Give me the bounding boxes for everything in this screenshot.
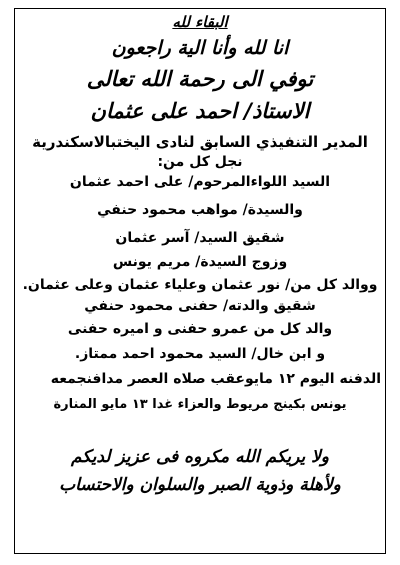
relative-line: شقيق السيد/ آسر عثمان <box>115 230 285 246</box>
relative-line: والسيدة/ مواهب محمود حنفي <box>97 202 303 218</box>
passed-away-line: توفي الى رحمة الله تعالى <box>86 67 314 91</box>
obituary-frame <box>14 8 386 554</box>
condolences-line: يونس بكينج مريوط والعزاء غدا ١٣ مايو المنارة <box>53 397 347 412</box>
relative-line: وزوج السيدة/ مريم يونس <box>112 254 288 270</box>
relative-line: والد كل من عمرو حفنى و اميره حفنى <box>67 321 333 337</box>
survived-by-line: نجل كل من: <box>157 154 243 170</box>
funeral-line: الدفنه اليوم ١٢ مايوعقب صلاه العصر مدافنجمعه <box>50 371 381 387</box>
deceased-name: الاستاذ/ احمد على عثمان <box>90 99 310 123</box>
position-line: المدير التنفيذي السابق لنادى اليختبالاسكندرية <box>32 133 368 151</box>
closing-line-2: ولأهلة وذوية الصبر والسلوان والاحتساب <box>59 475 341 495</box>
relative-line: ووالد كل من/ نور عثمان وعلياء عثمان وعلى عثمان. <box>22 277 378 293</box>
relative-line: و ابن خال/ السيد محمود احمد ممتاز. <box>74 346 326 362</box>
heading: البقاء لله <box>172 13 228 31</box>
relative-line: شقيق والدته/ حفنى محمود حنفي <box>84 298 316 314</box>
relative-line: السيد اللواءالمرحوم/ على احمد عثمان <box>69 174 331 190</box>
closing-line-1: ولا يريكم الله مكروه فى عزيز لديكم <box>70 447 330 467</box>
verse: انا لله وأنا الية راجعون <box>111 37 289 59</box>
